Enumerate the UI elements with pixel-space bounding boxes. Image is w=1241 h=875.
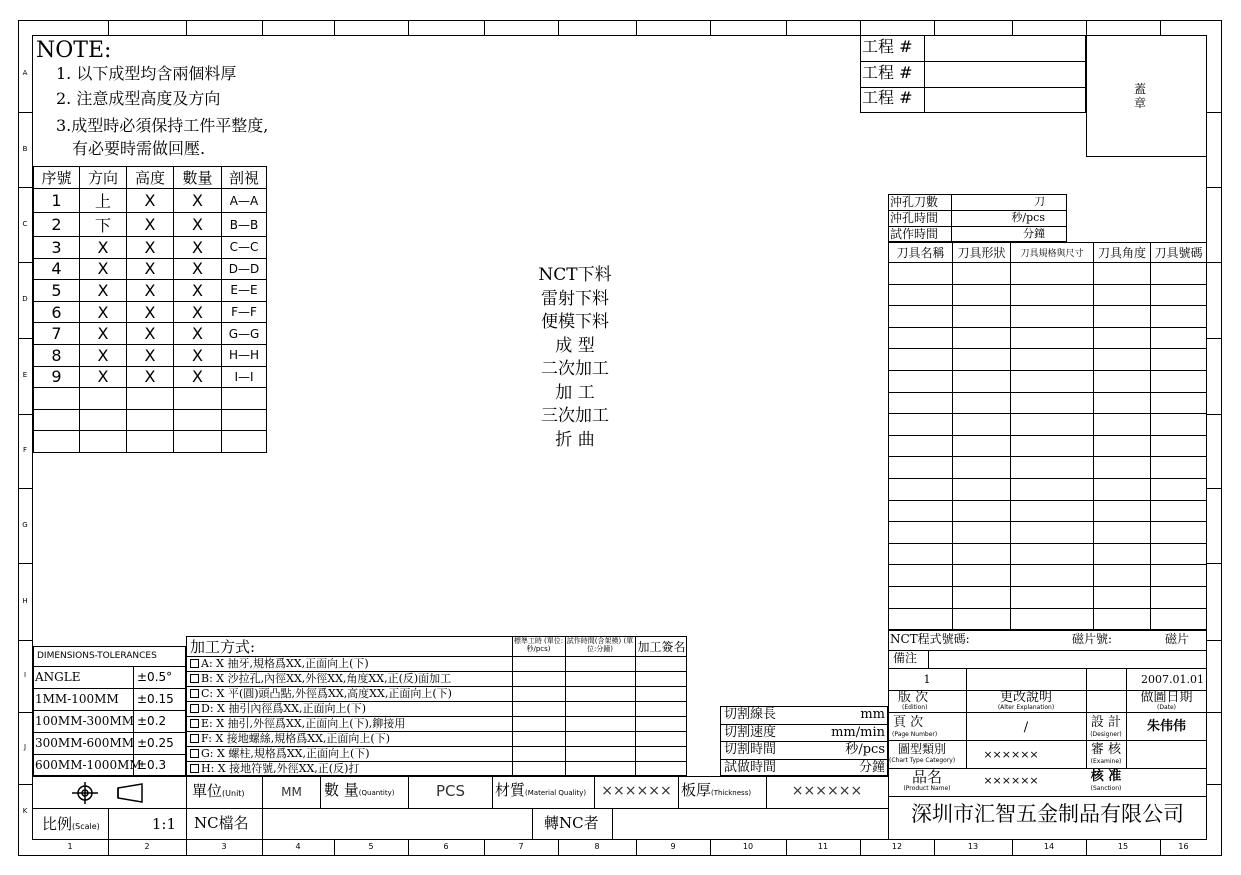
page-value: / (1023, 720, 1029, 735)
process-item: 雷射下料 (541, 288, 609, 309)
machining-item: B: X 沙拉孔,內徑XX,外徑XX,角度XX,正(反)面加工 (190, 673, 451, 684)
machining-item: C: X 平(圓)頭凸點,外徑爲XX,高度XX,正面向上(下) (190, 688, 452, 699)
section-table-row (34, 409, 267, 431)
section-table-cell (34, 388, 80, 410)
material-value: ×××××× (601, 783, 672, 799)
edition-label: 版 次 (898, 690, 929, 705)
tool-table-row (889, 608, 1207, 630)
section-table-cell: X (174, 344, 222, 366)
section-table-cell: X (127, 366, 174, 388)
tool-table-row (889, 392, 1207, 414)
section-table-cell: X (80, 258, 127, 280)
section-table-cell: G—G (222, 323, 267, 345)
section-table-cell: X (174, 189, 222, 213)
section-table-cell (80, 431, 127, 453)
nc-converter-label: 轉NC者 (544, 814, 599, 832)
section-table-cell: X (80, 301, 127, 323)
grid-col-label: 12 (891, 842, 903, 851)
section-table-cell: 2 (34, 213, 80, 237)
section-table-row (34, 388, 267, 410)
grid-col-label: 1 (67, 842, 73, 851)
quantity-label: 數 量(Quantity) (324, 781, 395, 799)
tool-header-cell: 刀具形狀 (953, 243, 1011, 263)
grid-col-label: 11 (817, 842, 829, 851)
tool-header-cell: 刀具角度 (1094, 243, 1151, 263)
section-table-row (34, 366, 267, 388)
note-line-2: 2. 注意成型高度及方向 (56, 89, 221, 108)
grid-col-label: 13 (967, 842, 979, 851)
section-table-cell: X (174, 280, 222, 302)
grid-row-label: F (22, 446, 28, 454)
section-table-cell: D—D (222, 258, 267, 280)
cutting-unit: mm (860, 707, 885, 722)
section-table-cell: X (127, 258, 174, 280)
sanction-en: (Sanction) (1090, 785, 1122, 792)
product-en: (Product Name) (903, 785, 951, 792)
designer-en: (Designer) (1090, 731, 1122, 738)
date-en: (Date) (1156, 704, 1177, 711)
grid-col-label: 8 (594, 842, 600, 851)
machining-title: 加工方式: (190, 638, 256, 656)
section-table-cell: X (80, 366, 127, 388)
section-table-cell: 6 (34, 301, 80, 323)
note-line-3: 3.成型時必須保持工件平整度, (56, 116, 269, 135)
grid-col-label: 5 (368, 842, 374, 851)
section-table-row (34, 189, 267, 213)
alter-label: 更改說明 (999, 690, 1052, 705)
section-table-cell (174, 388, 222, 410)
process-item: 折 曲 (555, 429, 595, 450)
cutting-label: 切割速度 (724, 724, 777, 740)
section-table-cell (174, 409, 222, 431)
product-value: ×××××× (983, 774, 1039, 787)
tolerance-title: DIMENSIONS-TOLERANCES (37, 651, 157, 661)
grid-col-label: 6 (443, 842, 449, 851)
tool-table-row (889, 263, 1207, 285)
grid-row-label: J (23, 743, 27, 751)
date-label: 做圖日期 (1140, 690, 1193, 705)
tool-table-row (889, 306, 1207, 328)
grid-row-label: I (23, 671, 27, 679)
tool-table-row (889, 500, 1207, 522)
checkbox-icon[interactable] (190, 764, 199, 773)
tolerance-value: ±0.3 (137, 758, 167, 772)
designer-value: 朱伟伟 (1146, 719, 1186, 734)
alter-en: (Alter Explanation) (997, 704, 1055, 711)
cutting-unit: mm/min (831, 724, 885, 740)
section-table (33, 166, 267, 453)
machining-col-trial-time: 試作時間(含架模) (單位:分鐘) (566, 637, 634, 653)
tool-header-cell: 刀具規格與尺寸 (1011, 243, 1094, 263)
cutting-label: 切割線長 (724, 707, 777, 722)
tool-table-header (889, 243, 1207, 263)
chart-type-en: (Chart Type Category) (889, 757, 956, 764)
thickness-value: ×××××× (791, 783, 863, 799)
tool-table-row (889, 370, 1207, 392)
nct-program-label: NCT程式號碼: (890, 632, 970, 646)
grid-col-label: 3 (221, 842, 227, 851)
section-table-header (34, 167, 267, 189)
section-table-cell: H—H (222, 344, 267, 366)
col-height: 高度 (127, 167, 174, 189)
section-table-cell: X (127, 189, 174, 213)
thickness-label: 板厚(Thickness) (681, 781, 752, 799)
date-value: 2007.01.01 (1141, 673, 1204, 686)
checkbox-icon[interactable] (190, 719, 199, 728)
checkbox-icon[interactable] (190, 674, 199, 683)
tolerance-range: 100MM-300MM (35, 714, 135, 728)
unit-value: MM (281, 785, 302, 799)
grid-row-label: E (22, 371, 28, 379)
tool-header-cell: 刀具名稱 (889, 243, 953, 263)
process-item: 三次加工 (541, 406, 609, 426)
examine-en: (Examine) (1090, 758, 1122, 765)
section-table-cell: X (127, 301, 174, 323)
cutting-label: 切割時間 (724, 742, 777, 757)
section-table-row (34, 323, 267, 345)
stamp-label: 蓋 章 (1133, 82, 1146, 110)
disk-no-label: 磁片號: (1072, 632, 1113, 646)
tolerance-value: ±0.15 (137, 692, 174, 706)
tolerance-value: ±0.2 (137, 714, 167, 728)
remark-label: 備注 (893, 651, 918, 665)
section-table-cell: X (174, 213, 222, 237)
process-item: 成 型 (555, 335, 595, 356)
tool-table-row (889, 565, 1207, 587)
cutting-label: 試做時間 (724, 759, 777, 775)
examine-label: 審 核 (1090, 742, 1122, 757)
section-table-cell (80, 409, 127, 431)
machining-item: H: X 接地符號,外徑XX,正(反)打 (190, 763, 359, 774)
cutting-unit: 分鐘 (858, 759, 885, 775)
quantity-value: PCS (435, 782, 466, 800)
section-table-cell: 7 (34, 323, 80, 345)
chart-type-value: ×××××× (983, 748, 1039, 761)
grid-col-label: 2 (144, 842, 150, 851)
machining-item: A: X 抽牙,規格爲XX,正面向上(下) (190, 658, 369, 669)
engineering-label-3: 工程 # (862, 88, 913, 107)
section-table-cell: X (127, 237, 174, 259)
material-label: 材質(Material Quality) (495, 781, 587, 799)
tool-table-row (889, 414, 1207, 436)
product-label: 品名 (911, 768, 942, 786)
tool-table-row (889, 522, 1207, 544)
tool-table-row (889, 543, 1207, 565)
nc-file-label: NC檔名 (194, 814, 249, 832)
section-table-cell: 5 (34, 280, 80, 302)
process-item: 便模下料 (541, 312, 609, 332)
section-table-row (34, 280, 267, 302)
section-table-cell: 下 (80, 213, 127, 237)
checkbox-icon[interactable] (190, 734, 199, 743)
note-line-1: 1. 以下成型均含兩個料厚 (56, 64, 237, 83)
section-table-body (34, 189, 267, 453)
tool-table-row (889, 284, 1207, 306)
section-table-cell: 1 (34, 189, 80, 213)
tolerance-range: 1MM-100MM (35, 692, 119, 706)
grid-row-label: G (22, 520, 28, 529)
section-table-cell: I—I (222, 366, 267, 388)
checkbox-icon[interactable] (190, 704, 199, 713)
grid-row-label: A (22, 68, 28, 77)
section-table-cell: A—A (222, 189, 267, 213)
tool-table-body (889, 263, 1207, 630)
punch-label: 沖孔刀數 (890, 195, 939, 209)
col-quantity: 數量 (174, 167, 222, 189)
section-table-row (34, 301, 267, 323)
section-table-cell: 8 (34, 344, 80, 366)
section-table-cell: X (174, 301, 222, 323)
section-table-cell (127, 388, 174, 410)
section-table-cell (80, 388, 127, 410)
grid-col-label: 14 (1043, 842, 1055, 851)
grid-col-label: 16 (1178, 842, 1189, 851)
unit-label: 單位(Unit) (192, 782, 245, 800)
section-table-cell: 上 (80, 189, 127, 213)
machining-item: D: X 抽引內徑爲XX,正面向上(下) (190, 703, 366, 714)
machining-item: G: X 螺柱,規格爲XX,正面向上(下) (190, 748, 370, 759)
machining-col-std-time: 標準工時 (單位:秒/pcs) (513, 637, 564, 653)
grid-row-label: C (22, 219, 28, 228)
checkbox-icon[interactable] (190, 749, 199, 758)
process-item: 加 工 (555, 382, 595, 403)
page-label: 頁 次 (893, 715, 924, 730)
section-table-cell: 3 (34, 237, 80, 259)
section-table-cell: X (127, 344, 174, 366)
section-table-cell (127, 431, 174, 453)
tool-table-row (889, 478, 1207, 500)
section-table-cell (174, 431, 222, 453)
projection-symbol-icon (60, 780, 160, 806)
punch-unit: 分鐘 (1023, 227, 1045, 240)
grid-row-label: H (22, 596, 28, 605)
section-table-row (34, 431, 267, 453)
checkbox-icon[interactable] (190, 689, 199, 698)
tool-table-row (889, 349, 1207, 371)
section-table-cell: X (80, 280, 127, 302)
section-table-cell: 9 (34, 366, 80, 388)
punch-label: 沖孔時間 (890, 211, 939, 225)
section-table-cell: 4 (34, 258, 80, 280)
section-table-cell (34, 431, 80, 453)
col-direction: 方向 (80, 167, 127, 189)
machining-col-sign: 加工簽名 (637, 640, 686, 654)
section-table-cell: X (127, 213, 174, 237)
grid-row-label: K (22, 807, 28, 815)
checkbox-icon[interactable] (190, 659, 199, 668)
section-table-cell: X (80, 344, 127, 366)
tolerance-value: ±0.5° (137, 670, 173, 684)
engineering-label-2: 工程 # (862, 63, 913, 82)
grid-row-label: D (22, 295, 28, 303)
punch-unit: 秒/pcs (1011, 211, 1045, 224)
tolerance-range: ANGLE (35, 670, 81, 684)
tool-table-row (889, 457, 1207, 479)
section-table-cell (222, 409, 267, 431)
section-table-cell: X (80, 323, 127, 345)
scale-value: 1:1 (151, 815, 176, 833)
disk-label: 磁片 (1165, 632, 1190, 646)
grid-col-label: 9 (670, 842, 676, 851)
section-table-row (34, 258, 267, 280)
note-title: NOTE: (36, 38, 112, 63)
sanction-label: 核 准 (1090, 769, 1122, 784)
tolerance-range: 600MM-1000MM (35, 758, 142, 772)
tool-table-row (889, 586, 1207, 608)
chart-type-label: 圖型類別 (898, 742, 947, 756)
scale-label: 比例(Scale) (42, 815, 100, 833)
section-table-cell: E—E (222, 280, 267, 302)
col-seq: 序號 (34, 167, 80, 189)
note-line-4: 有必要時需做回壓. (72, 139, 206, 158)
col-section: 剖視 (222, 167, 267, 189)
grid-row-label: B (22, 144, 28, 153)
section-table-cell: F—F (222, 301, 267, 323)
section-table-cell: X (127, 323, 174, 345)
grid-col-label: 15 (1117, 842, 1129, 851)
machining-item: E: X 抽引,外徑爲XX,正面向上(下),鉚接用 (190, 718, 405, 729)
punch-unit: 刀 (1034, 195, 1045, 208)
section-table-cell (127, 409, 174, 431)
section-table-cell: C—C (222, 237, 267, 259)
tool-table-row (889, 435, 1207, 457)
section-table-cell: X (174, 258, 222, 280)
process-item: 二次加工 (541, 359, 609, 379)
section-table-cell: X (174, 323, 222, 345)
section-table-row (34, 237, 267, 259)
machining-item: F: X 接地螺絲,規格爲XX,正面向上(下) (190, 733, 390, 744)
engineering-label-1: 工程 # (862, 37, 913, 56)
edition-value: 1 (923, 673, 931, 686)
section-table-cell (222, 431, 267, 453)
tool-table (888, 242, 1207, 630)
tolerance-range: 300MM-600MM (35, 736, 135, 750)
grid-col-label: 4 (295, 842, 301, 851)
company-name: 深圳市汇智五金制品有限公司 (911, 802, 1184, 826)
punch-label: 試作時間 (890, 227, 939, 241)
section-table-cell (34, 409, 80, 431)
section-table-cell (222, 388, 267, 410)
section-table-cell: X (174, 366, 222, 388)
section-table-row (34, 213, 267, 237)
section-table-cell: B—B (222, 213, 267, 237)
process-item: NCT下料 (538, 265, 612, 285)
tool-table-row (889, 327, 1207, 349)
section-table-cell: X (80, 237, 127, 259)
tool-header-cell: 刀具號碼 (1151, 243, 1207, 263)
cutting-unit: 秒/pcs (845, 742, 885, 757)
grid-col-label: 10 (742, 842, 754, 851)
section-table-cell: X (127, 280, 174, 302)
section-table-cell: X (174, 237, 222, 259)
grid-col-label: 7 (518, 842, 524, 851)
process-list (500, 264, 650, 452)
page-en: (Page Number) (892, 731, 938, 738)
designer-label: 設 計 (1090, 715, 1122, 730)
edition-en: (Edition) (902, 704, 928, 711)
tolerance-value: ±0.25 (137, 736, 174, 750)
section-table-row (34, 344, 267, 366)
